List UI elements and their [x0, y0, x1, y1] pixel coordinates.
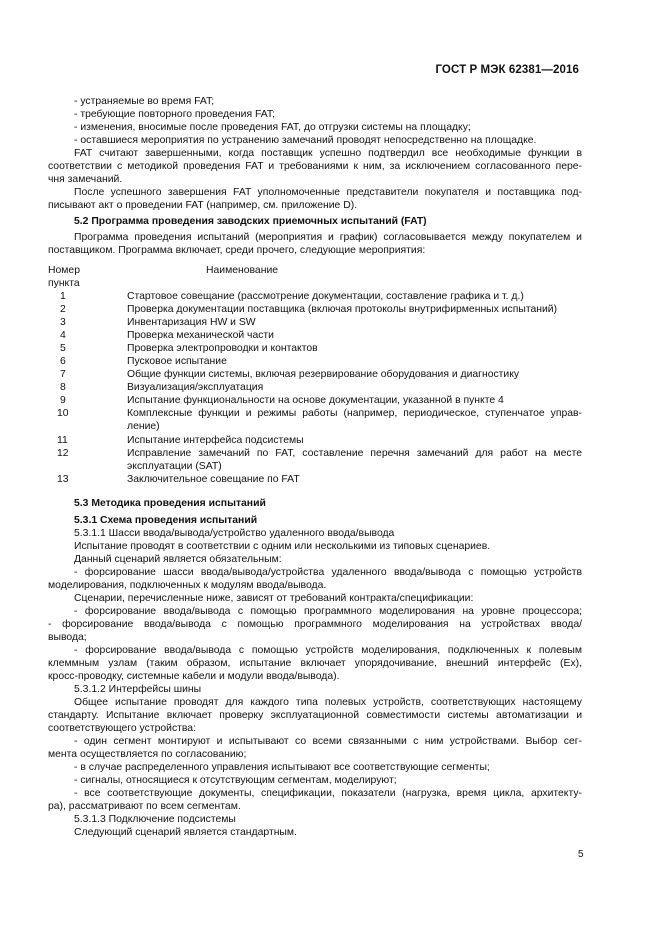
paragraph-line: соответствующего устройства:	[48, 723, 196, 734]
table-row-text: Комплексные функции и режимы работы (например, периодическое, ступенчатое управ-	[127, 408, 582, 419]
list-item: - форсирование шасси ввода/вывода/устройства удаленного ввода/вывода с помощью устройств	[74, 567, 582, 578]
list-item: - в случае распределенного управления испытывают все соответствующие сегменты;	[74, 762, 490, 773]
list-item: - все соответствующие документы, спецификации, показатели (нагрузка, время цикла, архитекту-	[74, 788, 582, 799]
paragraph-line: соответствии с методикой проведения FAT и требованиями к ним, за исключением согласованного пере-	[48, 161, 582, 172]
paragraph-line: Сценарии, перечисленные ниже, зависят от требований контракта/спецификации:	[74, 593, 474, 604]
list-item: - форсирование ввода/вывода с помощью программного моделирования на уровне процессора;	[74, 606, 582, 617]
list-item-continued: моделирования, подключенных к модулям ввода/вывода.	[48, 580, 327, 591]
paragraph-line: FAT считают завершенными, когда поставщик успешно подтвердил все необходимые функции в	[74, 148, 582, 159]
paragraph-line: После успешного завершения FAT уполномоченные представители покупателя и поставщика под-	[74, 187, 582, 198]
paragraph-line: чня замечаний.	[48, 174, 123, 185]
table-row-number: 7	[60, 369, 66, 380]
table-row-text: Проверка документации поставщика (включая протоколы внутрифирменных испытаний)	[127, 304, 558, 315]
table-header-name: Наименование	[206, 265, 279, 276]
document-id-header: ГОСТ Р МЭК 62381—2016	[435, 64, 579, 76]
paragraph-line: Программа проведения испытаний (мероприятия и график) согласовывается между покупателем и	[74, 232, 582, 243]
table-row-text: Пусковое испытание	[127, 356, 227, 367]
page-number: 5	[578, 849, 584, 860]
table-row-text: Проверка механической части	[127, 330, 274, 341]
table-row-number: 2	[60, 304, 66, 315]
list-item: - изменения, вносимые после проведения FAT, до отгрузки системы на площадку;	[74, 122, 471, 133]
list-item-continued: кросс-проводку, системные кабели и модули ввода/вывода).	[48, 671, 340, 682]
paragraph-line: Испытание проводят в соответствии с одним или несколькими из типовых сценариев.	[74, 541, 491, 552]
table-row-text: Заключительное совещание по FAT	[127, 474, 300, 485]
table-row-text: Испытание функциональности на основе документации, указанной в пункте 4	[127, 395, 504, 406]
list-item: - форсирование ввода/вывода с помощью программного моделирования на устройствах ввода/	[48, 619, 582, 630]
table-row-number: 3	[60, 317, 66, 328]
table-row-text: Проверка электропроводки и контактов	[127, 343, 318, 354]
table-row-text: Стартовое совещание (рассмотрение документации, составление графика и т. д.)	[127, 291, 524, 302]
subsection-heading: 5.3.1.3 Подключение подсистемы	[74, 814, 236, 825]
table-header-number-2: пункта	[48, 278, 80, 289]
subsection-heading: 5.3.1.1 Шасси ввода/вывода/устройство удаленного ввода/вывода	[74, 528, 395, 539]
list-item-continued: мента осуществляется по согласованию;	[48, 749, 247, 760]
table-row-text: Испытание интерфейса подсистемы	[127, 435, 304, 446]
table-row-text: Общие функции системы, включая резервирование оборудования и диагностику	[127, 369, 520, 380]
table-row-number: 8	[60, 382, 66, 393]
list-item: - форсирование ввода/вывода с помощью устройств моделирования, подключенных к полевым	[74, 645, 582, 656]
table-header-number: Номер	[48, 265, 80, 276]
table-row-number: 6	[60, 356, 66, 367]
list-item: - устраняемые во время FAT;	[74, 96, 215, 107]
section-heading: 5.2 Программа проведения заводских приемочных испытаний (FAT)	[74, 216, 427, 227]
table-row-text: Инвентаризация HW и SW	[127, 317, 256, 328]
table-row-number: 13	[57, 474, 69, 485]
paragraph-line: стандарту. Испытание включает проверку эксплуатационной совместимости системы автоматизации и	[48, 710, 582, 721]
section-heading: 5.3 Методика проведения испытаний	[74, 498, 266, 509]
list-item: - один сегмент монтируют и испытывают со всеми связанными с ним устройствами. Выбор сег-	[74, 736, 582, 747]
subsection-heading: 5.3.1 Схема проведения испытаний	[74, 515, 258, 526]
table-row-number: 12	[57, 448, 69, 459]
list-item-continued: клеммным узлам (таким образом, испытание включает упорядочивание, внешний интерфейс (Ex),	[48, 658, 582, 669]
table-row-text-continued: эксплуатации (SAT)	[127, 461, 222, 472]
table-row-number: 10	[57, 408, 69, 419]
list-item: - требующие повторного проведения FAT;	[74, 109, 275, 120]
list-item-continued: вывода;	[48, 632, 87, 643]
table-row-number: 1	[60, 291, 66, 302]
table-row-number: 9	[60, 395, 66, 406]
paragraph-line: поставщиком. Программа включает, среди прочего, следующие мероприятия:	[48, 245, 426, 256]
list-item-continued: ра), рассматривают по всем сегментам.	[48, 801, 241, 812]
list-item: - оставшиеся мероприятия по устранению замечаний проводят непосредственно на площадке.	[74, 135, 537, 146]
table-row-number: 4	[60, 330, 66, 341]
list-item: - сигналы, относящиеся к отсутствующим сегментам, моделируют;	[74, 775, 397, 786]
paragraph-line: писывают акт о проведении FAT (например, см. приложение D).	[48, 200, 358, 211]
table-row-text-continued: ление)	[127, 421, 160, 432]
table-row-text: Исправление замечаний по FAT, составление перечня замечаний для работ на месте	[127, 448, 582, 459]
subsection-heading: 5.3.1.2 Интерфейсы шины	[74, 684, 202, 695]
paragraph-line: Следующий сценарий является стандартным.	[74, 827, 297, 838]
table-row-number: 11	[57, 435, 68, 446]
paragraph-line: Общее испытание проводят для каждого типа полевых устройств, соответствующих настоящему	[74, 697, 582, 708]
table-row-text: Визуализация/эксплуатация	[127, 382, 264, 393]
table-row-number: 5	[60, 343, 66, 354]
paragraph-line: Данный сценарий является обязательным:	[74, 554, 282, 565]
